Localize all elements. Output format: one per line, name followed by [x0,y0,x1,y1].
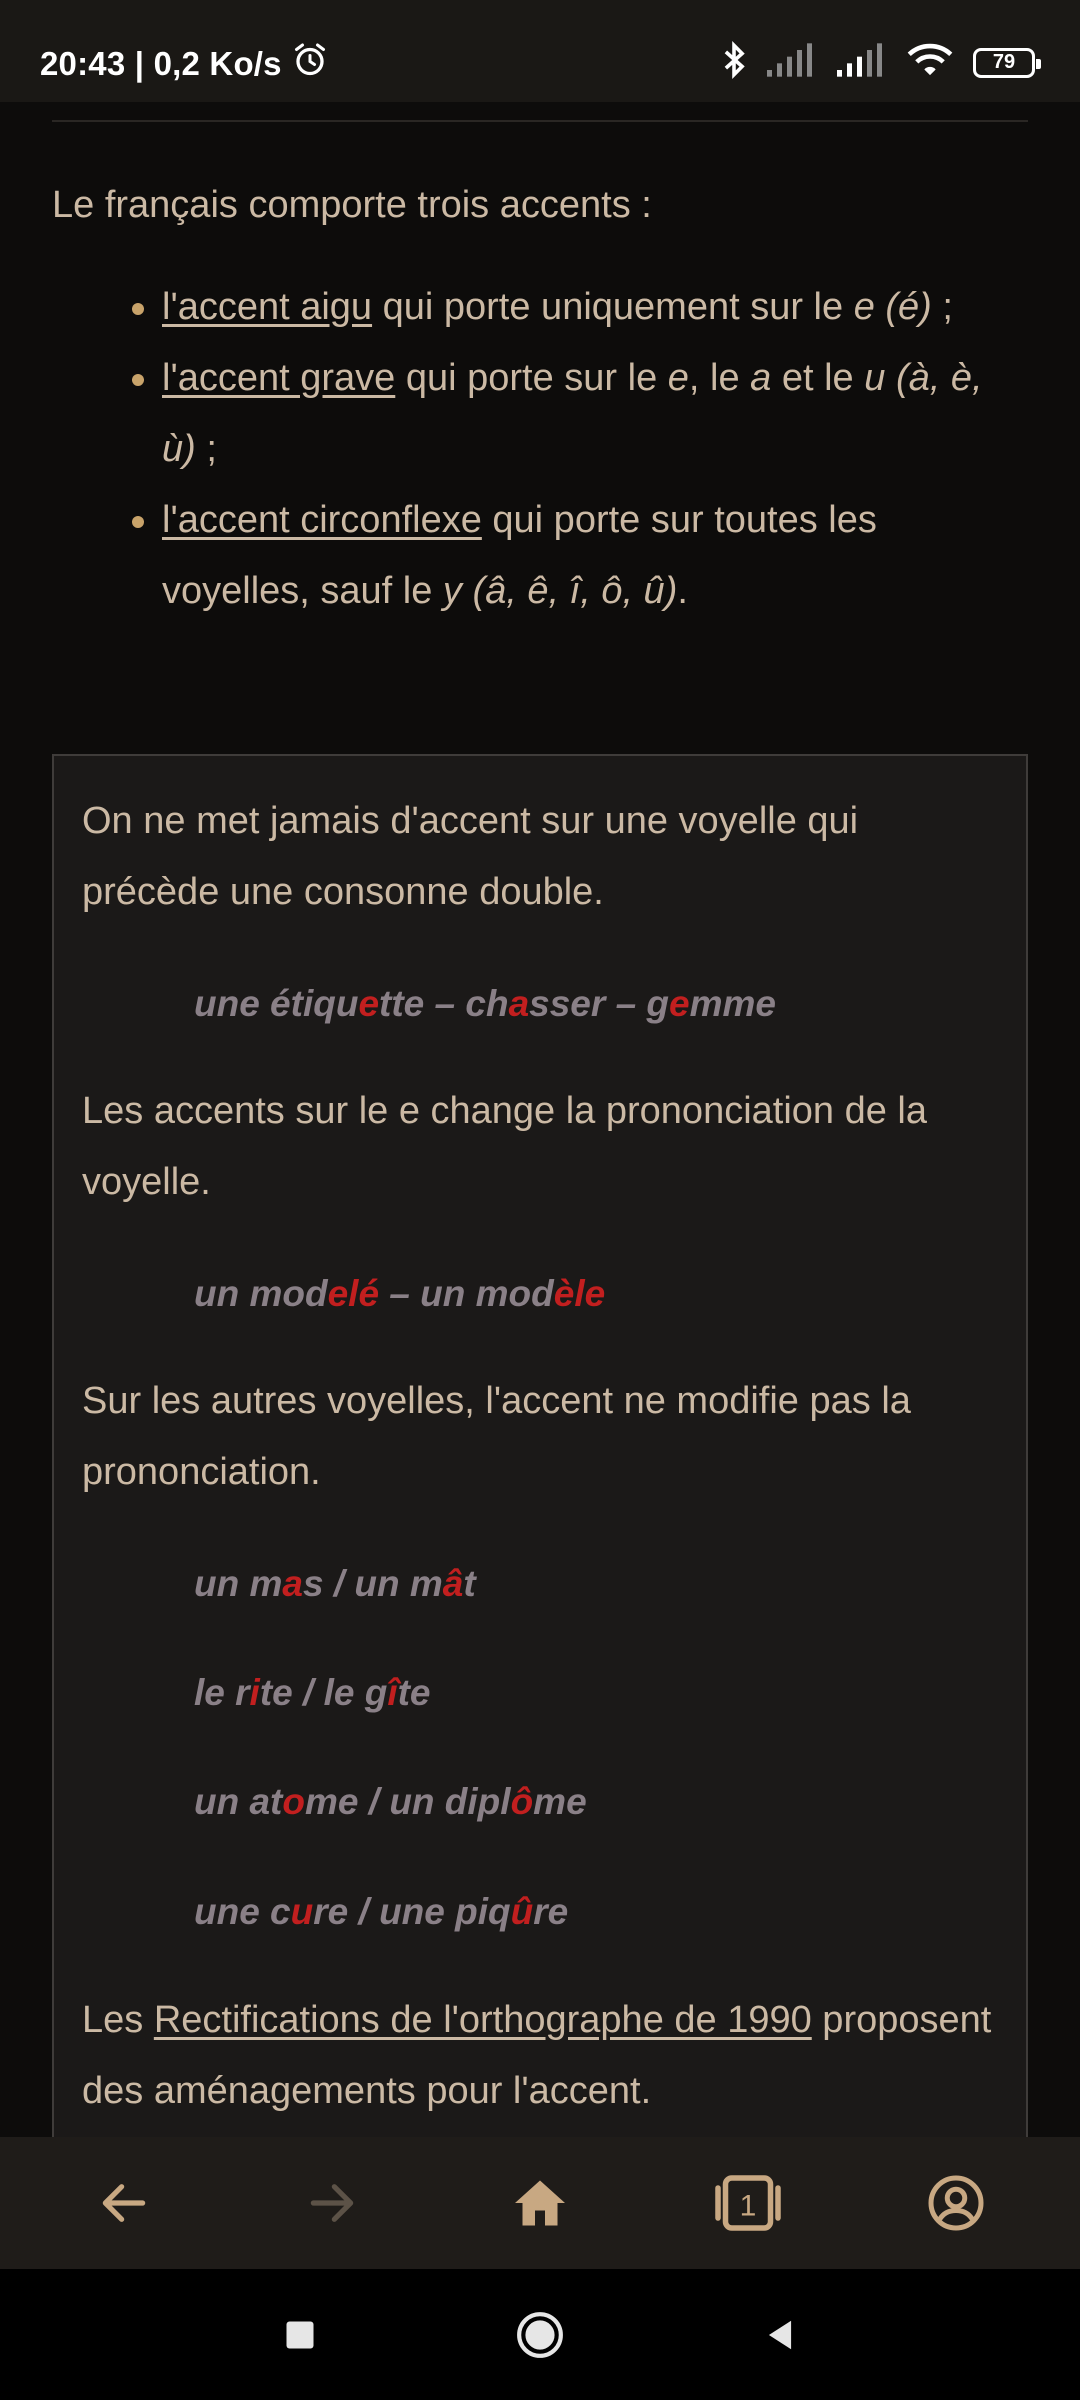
note-paragraph-3: Sur les autres voyelles, l'accent ne modifie pas la prononciation. [82,1380,911,1493]
signal-icon-2 [837,43,887,82]
list-item-circonflexe: l'accent circonflexe qui porte sur toutes les voyelles, sauf le y (â, ê, î, ô, û). [162,485,1022,627]
svg-text:1: 1 [739,2189,757,2223]
list-item-grave: l'accent grave qui porte sur le e, le a et le u (à, è, ù) ; [162,343,1022,485]
tabs-icon [713,2173,783,2233]
alarm-icon [292,42,328,86]
signal-icon [767,43,817,82]
browser-toolbar [0,2137,1080,2269]
status-right [721,40,1035,85]
article-content [28,102,1052,2137]
home-icon [510,2173,570,2233]
example-double-consonant: une étiquette – chasser – gemme [194,983,776,1024]
accent-list [162,272,1022,627]
recents-button[interactable] [265,2300,335,2370]
time-speed: 20:43 | 0,2 Ko/s [40,45,282,82]
note-paragraph-1: On ne met jamais d'accent sur une voyelle qui précède une consonne double. [82,800,859,913]
back-button[interactable] [74,2153,174,2253]
link-accent-circonflexe[interactable]: l'accent circonflexe [162,499,482,541]
note-paragraph-4: Les Rectifications de l'orthographe de 1990 proposent des aménagements pour l'accent. [82,1999,992,2112]
example-mas-mat: un mas / un mât [194,1563,476,1604]
account-button[interactable] [906,2153,1006,2253]
note-paragraph-2: Les accents sur le e change la prononciation de la voyelle. [82,1090,927,1203]
home-nav-icon [515,2310,565,2360]
system-nav-bar [0,2269,1080,2400]
divider [52,120,1028,122]
list-item-aigu: l'accent aigu qui porte uniquement sur le e (é) ; [162,272,1022,343]
tabs-button[interactable] [698,2153,798,2253]
back-arrow-icon [96,2175,152,2231]
account-icon [926,2173,986,2233]
forward-button[interactable] [282,2153,382,2253]
intro-text: Le français comporte trois accents : [52,184,652,226]
status-bar [0,0,1080,102]
battery-indicator: 79 [973,48,1035,78]
example-atome-diplome: un atome / un diplôme [194,1781,587,1822]
info-box [52,754,1028,2137]
wifi-icon [907,43,953,82]
back-nav-icon [761,2316,799,2354]
home-nav-button[interactable] [505,2300,575,2370]
status-left [40,42,328,86]
link-rectifications-1990[interactable]: Rectifications de l'orthographe de 1990 [153,1999,812,2041]
link-accent-aigu[interactable]: l'accent aigu [162,286,373,328]
home-button[interactable] [490,2153,590,2253]
recents-icon [282,2317,318,2353]
example-rite-gite: le rite / le gîte [194,1672,431,1713]
example-cure-piqure: une cure / une piqûre [194,1891,569,1932]
link-accent-grave[interactable]: l'accent grave [162,357,396,399]
back-nav-button[interactable] [745,2300,815,2370]
example-modele: un modelé – un modèle [194,1273,606,1314]
bluetooth-icon [721,40,747,85]
forward-arrow-icon [304,2175,360,2231]
